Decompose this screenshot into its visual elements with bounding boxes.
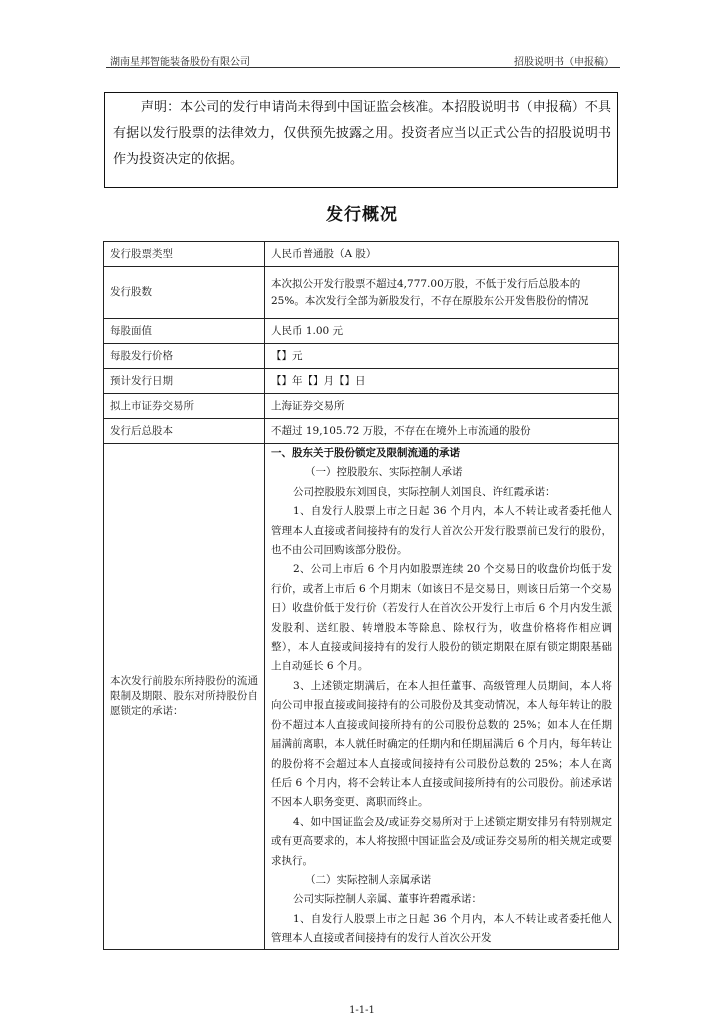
row-value: 上海证券交易所 (265, 394, 619, 419)
page-number: 1-1-1 (349, 1005, 375, 1016)
lockup-heading: 一、股东关于股份锁定及限制流通的承诺 (271, 447, 460, 459)
table-row-lockup (104, 444, 619, 950)
lockup-label: 本次发行前股东所持股份的流通限制及期限、股东对所持股份自愿锁定的承诺： (104, 444, 265, 950)
lockup-paragraph: 公司控股股东刘国良，实际控制人刘国良、许红霞承诺： (293, 485, 556, 498)
header-rule (106, 67, 620, 68)
lockup-paragraph: 2、公司上市后 6 个月内如股票连续 20 个交易日的收盘价均低于发行价，或者上市后 6 个月期末（如该日不是交易日，则该日后第一个交易日）收盘价低于发行价（若发行人在首次公开发行上市后 6 个月内发生派发股利、送红股、转增股本等除息、除权行为，收盘价格将作相应调整），本人直接或间接持有的发行人股份的锁定期限在原有锁定期限基础上自动延长 6 个月。 (271, 563, 612, 673)
row-value: 不超过 19,105.72 万股，不存在在境外上市流通的股份 (265, 419, 619, 444)
row-label: 每股发行价格 (104, 344, 265, 369)
lockup-paragraph: 1、自发行人股票上市之日起 36 个月内，本人不转让或者委托他人管理本人直接或者间接持有的发行人首次公开发行股票前已发行的股份，也不由公司回购该部分股份。 (271, 505, 612, 557)
lockup-paragraph: 4、如中国证监会及/或证券交易所对于上述锁定期安排另有特别规定或有更高要求的，本人将按照中国证监会及/或证券交易所的相关规定或要求执行。 (271, 815, 612, 867)
table-row (104, 242, 619, 267)
lockup-paragraph: 3、上述锁定期满后，在本人担任董事、高级管理人员期间，本人将向公司申报直接或间接持有的公司股份及其变动情况，本人每年转让的股份不超过本人直接或间接所持有的公司股份总数的 25%；如本人在任期届满前离职，本人就任时确定的任期内和任期届满后 6 个月内，每年转让的股份将不会超过本人直接或间接持有公司股份总数的 25%；本人在离任后 6 个月内，将不会转让本人直接或间接所持有的公司股份。前述承诺不因本人职务变更、离职而终止。 (271, 679, 612, 809)
row-label: 每股面值 (104, 319, 265, 344)
lockup-paragraph: 公司实际控制人亲属、董事许碧霞承诺： (293, 893, 482, 906)
lockup-subheading-2: （二）实际控制人亲属承诺 (305, 873, 431, 886)
row-label: 发行股数 (104, 267, 265, 319)
row-label: 预计发行日期 (104, 369, 265, 394)
row-value: 本次拟公开发行股票不超过4,777.00万股，不低于发行后总股本的25%。本次发行全部为新股发行，不存在原股东公开发售股份的情况 (265, 267, 619, 319)
table-row (104, 394, 619, 419)
disclaimer-text: 声明：本公司的发行申请尚未得到中国证监会核准。本招股说明书（申报稿）不具有据以发行股票的法律效力，仅供预先披露之用。投资者应当以正式公告的招股说明书作为投资决定的依据。 (113, 100, 611, 167)
lockup-commitments (265, 444, 619, 950)
row-label: 拟上市证券交易所 (104, 394, 265, 419)
row-label: 发行股票类型 (104, 242, 265, 267)
row-label: 发行后总股本 (104, 419, 265, 444)
table-row (104, 267, 619, 319)
table-row (104, 369, 619, 394)
row-value: 人民币 1.00 元 (265, 319, 619, 344)
header-company: 湖南星邦智能装备股份有限公司 (110, 57, 250, 68)
row-value: 【】年【】月【】日 (265, 369, 619, 394)
row-value: 人民币普通股（A 股） (265, 242, 619, 267)
page-header (106, 50, 620, 67)
lockup-paragraph: 1、自发行人股票上市之日起 36 个月内，本人不转让或者委托他人管理本人直接或者间接持有的发行人首次公开发 (271, 912, 612, 945)
offering-overview-table (103, 241, 619, 950)
table-row (104, 344, 619, 369)
row-value: 【】元 (265, 344, 619, 369)
table-row (104, 319, 619, 344)
table-row (104, 419, 619, 444)
page-title: 发行概况 (326, 205, 398, 225)
header-doc-type: 招股说明书（申报稿） (514, 57, 614, 68)
disclaimer-box (104, 92, 618, 188)
lockup-subheading-1: （一）控股股东、实际控制人承诺 (305, 466, 463, 479)
